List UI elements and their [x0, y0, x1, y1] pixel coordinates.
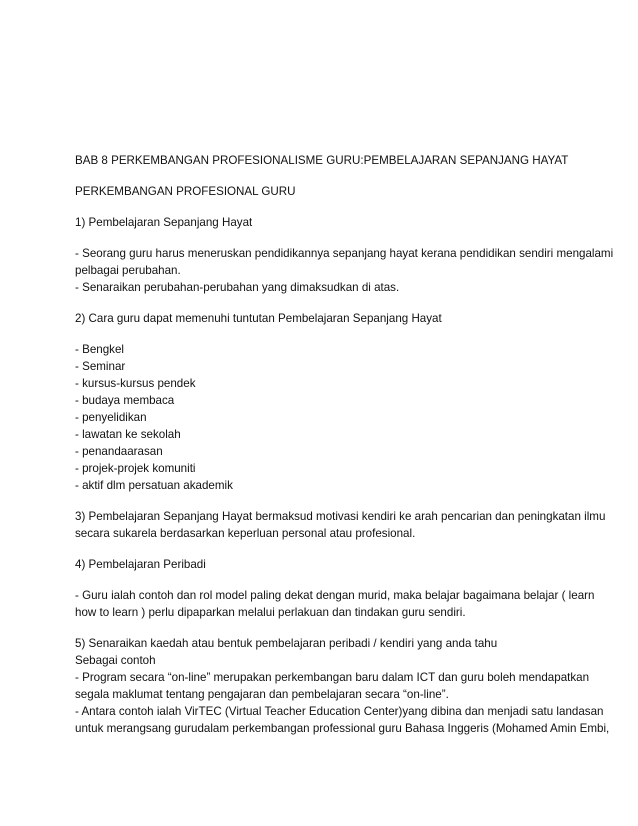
list-item: - budaya membaca [75, 394, 175, 407]
section-5-paragraph-line: - Antara contoh ialah VirTEC (Virtual Teacher Education Center)yang dibina dan menjadi satu landasan [75, 705, 604, 718]
section-5-paragraph-line: untuk merangsang gurudalam perkembangan professional guru Bahasa Inggeris (Mohamed Amin Embi, [75, 722, 610, 735]
list-item: - Seminar [75, 360, 126, 373]
list-item: - lawatan ke sekolah [75, 428, 181, 441]
section-5-paragraph-line: segala maklumat tentang pengajaran dan pembelajaran secara “on-line”. [75, 688, 449, 701]
section-4-title: 4) Pembelajaran Peribadi [75, 558, 206, 571]
list-item: - penandaarasan [75, 445, 163, 458]
list-item: - penyelidikan [75, 411, 147, 424]
section-3-paragraph-line: 3) Pembelajaran Sepanjang Hayat bermaksud motivasi kendiri ke arah pencarian dan peningkatan ilmu [75, 510, 606, 523]
section-4-paragraph-line: - Guru ialah contoh dan rol model paling dekat dengan murid, maka belajar bagaimana belajar ( learn [75, 589, 595, 602]
section-5-example-label: Sebagai contoh [75, 654, 156, 667]
section-3-paragraph-line: secara sukarela berdasarkan keperluan personal atau profesional. [75, 527, 416, 540]
section-2-title: 2) Cara guru dapat memenuhi tuntutan Pembelajaran Sepanjang Hayat [75, 312, 442, 325]
section-1-paragraph-line: - Seorang guru harus meneruskan pendidikannya sepanjang hayat kerana pendidikan sendiri mengalami [75, 247, 614, 260]
list-item: - Bengkel [75, 343, 124, 356]
section-4-paragraph-line: how to learn ) perlu dipaparkan melalui perlakuan dan tindakan guru sendiri. [75, 606, 466, 619]
section-5-paragraph-line: - Program secara “on-line” merupakan perkembangan baru dalam ICT dan guru boleh mendapatkan [75, 671, 590, 684]
section-1-paragraph-line: pelbagai perubahan. [75, 264, 181, 277]
section-heading: PERKEMBANGAN PROFESIONAL GURU [75, 185, 296, 198]
document-body [75, 152, 614, 737]
section-1-task: - Senaraikan perubahan-perubahan yang dimaksudkan di atas. [75, 281, 400, 294]
list-item: - aktif dlm persatuan akademik [75, 479, 233, 492]
section-5-title: 5) Senaraikan kaedah atau bentuk pembelajaran peribadi / kendiri yang anda tahu [75, 637, 498, 650]
chapter-heading: BAB 8 PERKEMBANGAN PROFESIONALISME GURU:PEMBELAJARAN SEPANJANG HAYAT [75, 154, 569, 167]
section-1-title: 1) Pembelajaran Sepanjang Hayat [75, 216, 253, 229]
list-item: - projek-projek komuniti [75, 462, 196, 475]
list-item: - kursus-kursus pendek [75, 377, 196, 390]
